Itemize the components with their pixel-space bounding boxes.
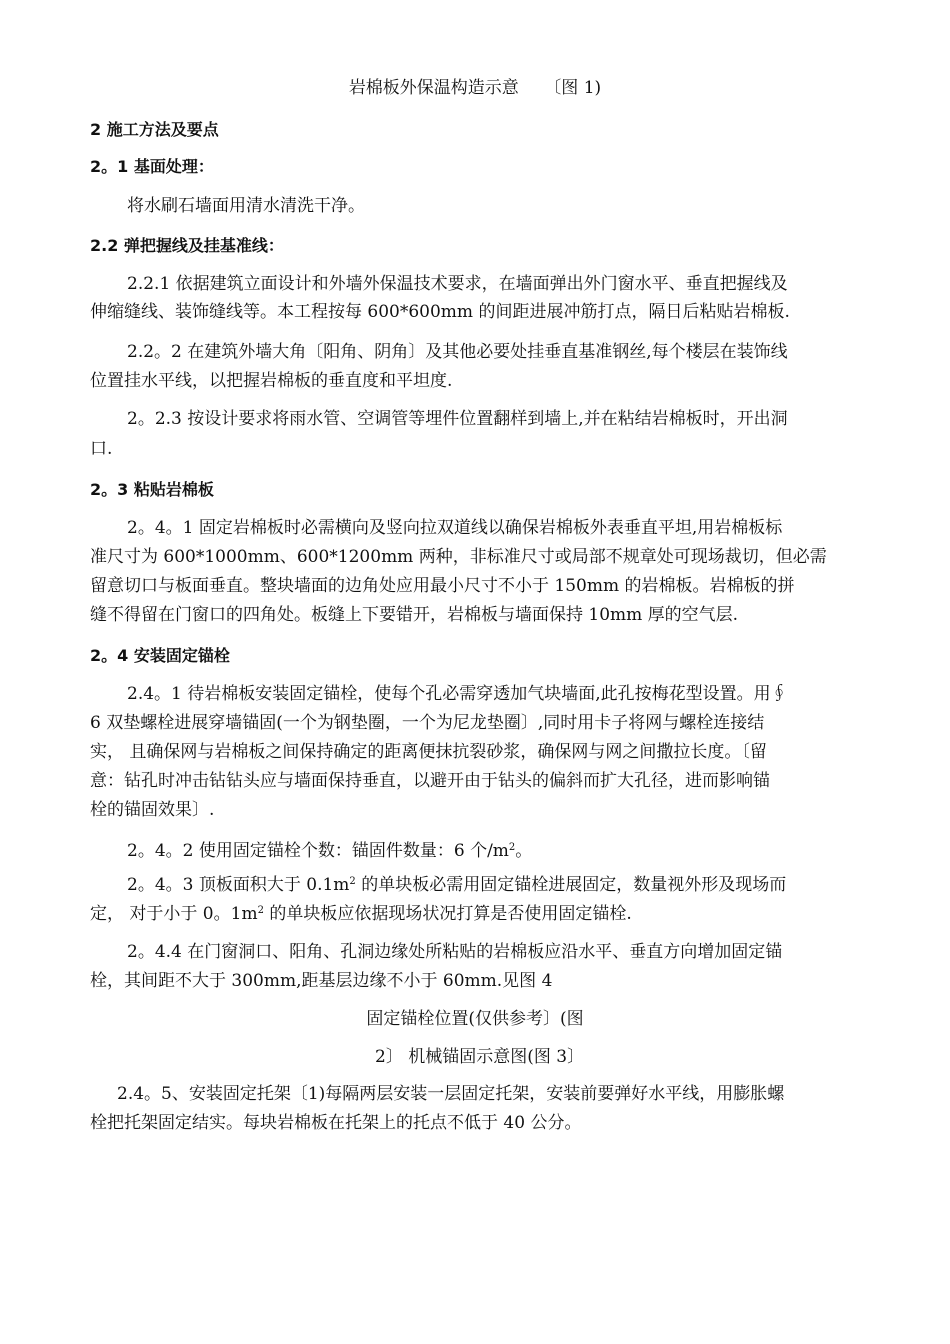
paragraph-2-4-1-line-4: 意：钻孔时冲击钻钻头应与墙面保持垂直，以避开由于钻头的偏斜而扩大孔径，进而影响锚 xyxy=(90,771,770,791)
paragraph-2-4-1-line-3: 实， 且确保网与岩棉板之间保持确定的距离便抹抗裂砂浆，确保网与网之间撒拉长度。〔留 xyxy=(90,742,767,762)
section-2-4-heading: 2。4 安装固定锚栓 xyxy=(90,646,230,665)
paragraph-2-4-1-line-2: 6 双垫螺栓进展穿墙锚固(一个为钢垫圈，一个为尼龙垫圈〕,同时用卡子将网与螺栓连接结 xyxy=(90,713,765,733)
figure-1-caption: 岩棉板外保温构造示意 〔图 1) xyxy=(348,78,602,98)
superscript-2: 2 xyxy=(508,842,516,853)
paragraph-2-2-1-line-1: 2.2.1 依据建筑立面设计和外墙外保温技术要求，在墙面弹出外门窗水平、垂直把握线及 xyxy=(127,274,788,294)
section-2-3-heading: 2。3 粘贴岩棉板 xyxy=(90,480,214,499)
superscript-2: 2 xyxy=(349,876,356,887)
paragraph-2-4-5-line-1: 2.4。5、安装固定托架〔1)每隔两层安装一层固定托架，安装前要弹好水平线，用膨胀螺 xyxy=(117,1084,785,1104)
paragraph-2-4-1-line-5: 栓的锚固效果〕. xyxy=(90,800,215,820)
paragraph-2-4-5-line-2: 栓把托架固定结实。每块岩棉板在托架上的托点不低于 40 公分。 xyxy=(90,1113,582,1133)
paragraph-2-4-3-line-2 xyxy=(90,903,632,925)
paragraph-2-4-1-line-1: 2.4。1 待岩棉板安装固定锚栓，使每个孔必需穿透加气块墙面,此孔按梅花型设置。用∮ xyxy=(127,684,788,704)
paragraph-2-3-line-2: 准尺寸为 600*1000mm、600*1200mm 两种，非标准尺寸或局部不规章处可现场裁切，但必需 xyxy=(90,547,827,567)
paragraph-2-4-3-line-2-pre: 定， 对于小于 0。1m xyxy=(90,904,258,924)
section-2-2-heading: 2.2 弹把握线及挂基准线： xyxy=(90,236,284,255)
figure-2-caption-line-2: 2〕 机械锚固示意图(图 3〕 xyxy=(375,1047,585,1067)
section-2-heading: 2 施工方法及要点 xyxy=(90,120,219,139)
paragraph-2-2-3-line-2: 口. xyxy=(90,439,113,459)
paragraph-2-4-2-text: 2。4。2 使用固定锚栓个数：锚固件数量：6 个/m xyxy=(127,841,509,861)
paragraph-2-2-1-line-2: 伸缩缝线、装饰缝线等。本工程按每 600*600mm 的间距进展冲筋打点，隔日后粘贴岩棉板. xyxy=(90,302,790,322)
section-2-1-heading: 2。1 基面处理： xyxy=(90,157,214,176)
paragraph-2-2-3-line-1: 2。2.3 按设计要求将雨水管、空调管等埋件位置翻样到墙上,并在粘结岩棉板时，开出洞 xyxy=(127,409,788,429)
paragraph-2-4-4-line-1: 2。4.4 在门窗洞口、阳角、孔洞边缘处所粘贴的岩棉板应沿水平、垂直方向增加固定锚 xyxy=(127,942,783,962)
paragraph-2-4-3-line-2-post: 的单块板应依据现场状况打算是否使用固定锚栓. xyxy=(263,904,632,924)
paragraph-2-2-2-line-1: 2.2。2 在建筑外墙大角〔阳角、阴角〕及其他必要处挂垂直基准钢丝,每个楼层在装饰线 xyxy=(127,342,788,362)
paragraph-2-4-2 xyxy=(127,840,532,862)
paragraph-2-3-line-3: 留意切口与板面垂直。整块墙面的边角处应用最小尺寸不小于 150mm 的岩棉板。岩棉板的拼 xyxy=(90,576,795,596)
section-2-1-body: 将水刷石墙面用清水清洗干净。 xyxy=(127,196,365,216)
paragraph-2-4-3-line-1-post: 的单块板必需用固定锚栓进展固定，数量视外形及现场而 xyxy=(355,875,787,895)
figure-2-caption-line-1: 固定锚栓位置(仅供参考〕(图 xyxy=(366,1009,584,1029)
paragraph-2-3-line-4: 缝不得留在门窗口的四角处。板缝上下要错开，岩棉板与墙面保持 10mm 厚的空气层. xyxy=(90,605,739,625)
paragraph-2-3-line-1: 2。4。1 固定岩棉板时必需横向及竖向拉双道线以确保岩棉板外表垂直平坦,用岩棉板标 xyxy=(127,518,783,538)
paragraph-2-4-4-line-2: 栓，其间距不大于 300mm,距基层边缘不小于 60mm.见图 4 xyxy=(90,971,553,991)
paragraph-2-4-3-line-1 xyxy=(127,874,786,896)
paragraph-2-4-2-end: 。 xyxy=(515,841,533,861)
paragraph-2-4-3-line-1-pre: 2。4。3 顶板面积大于 0.1m xyxy=(127,875,350,895)
superscript-2: 2 xyxy=(257,905,264,916)
paragraph-2-2-2-line-2: 位置挂水平线，以把握岩棉板的垂直度和平坦度. xyxy=(90,371,453,391)
